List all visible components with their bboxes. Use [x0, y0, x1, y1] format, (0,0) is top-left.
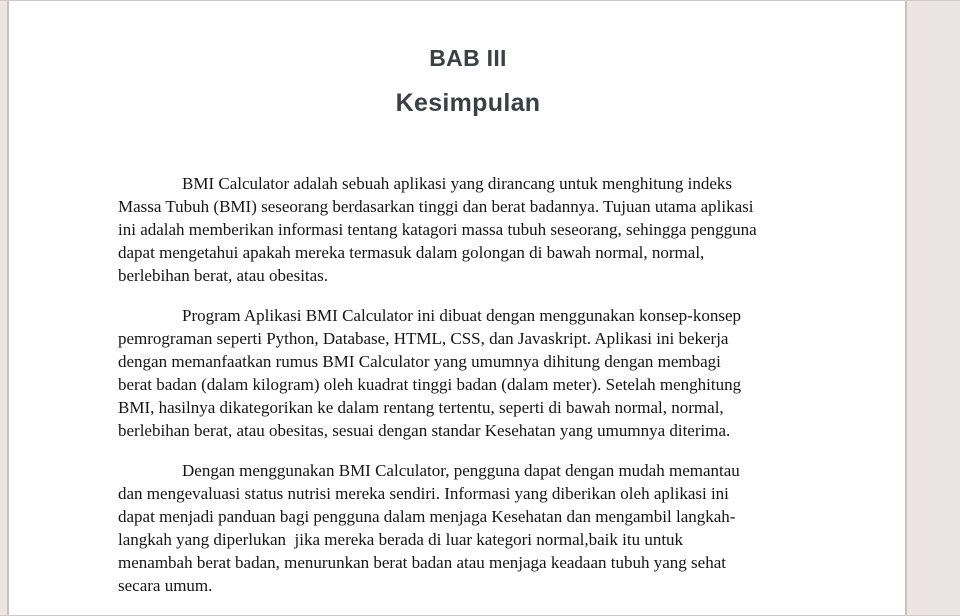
text-line: dengan memanfaatkan rumus BMI Calculator yang umumnya dihitung dengan membagi — [118, 352, 721, 371]
text-line: pemrograman seperti Python, Database, HTML, CSS, dan Javaskript. Aplikasi ini bekerja — [118, 329, 729, 348]
text-line: dapat menjadi panduan bagi pengguna dalam menjaga Kesehatan dan mengambil langkah- — [118, 507, 736, 526]
text-line: BMI Calculator adalah sebuah aplikasi yang dirancang untuk menghitung indeks — [182, 174, 733, 193]
chapter-heading: BAB III — [429, 45, 507, 71]
text-line: langkah yang diperlukan jika mereka berada di luar kategori normal,baik itu untuk — [118, 530, 684, 549]
top-edge-line — [0, 0, 960, 1]
text-line: dapat mengetahui apakah mereka termasuk dalam golongan di bawah normal, normal, — [118, 243, 705, 262]
text-line: Massa Tubuh (BMI) seseorang berdasarkan tinggi dan berat badannya. Tujuan utama aplikasi — [118, 197, 754, 216]
text-line: BMI, hasilnya dikategorikan ke dalam rentang tertentu, seperti di bawah normal, normal, — [118, 398, 724, 417]
text-line: menambah berat badan, menurunkan berat badan atau menjaga keadaan tubuh yang sehat — [118, 553, 726, 572]
text-line: berlebihan berat, atau obesitas. — [118, 266, 329, 285]
document-content — [118, 0, 818, 614]
text-line: berlebihan berat, atau obesitas, sesuai dengan standar Kesehatan yang umumnya diterima. — [118, 421, 731, 440]
document-page[interactable] — [7, 0, 907, 616]
text-line: berat badan (dalam kilogram) oleh kuadrat tinggi badan (dalam meter). Setelah menghitung — [118, 375, 742, 394]
text-line: Program Aplikasi BMI Calculator ini dibuat dengan menggunakan konsep-konsep — [182, 306, 742, 325]
section-heading: Kesimpulan — [395, 89, 541, 117]
text-line: dan mengevaluasi status nutrisi mereka sendiri. Informasi yang diberikan oleh aplikasi ini — [118, 484, 729, 503]
text-line: ini adalah memberikan informasi tentang katagori massa tubuh seseorang, sehingga pengguna — [118, 220, 757, 239]
text-line: Dengan menggunakan BMI Calculator, pengguna dapat dengan mudah memantau — [182, 461, 740, 480]
body-text — [118, 172, 818, 597]
text-line: secara umum. — [118, 576, 213, 595]
